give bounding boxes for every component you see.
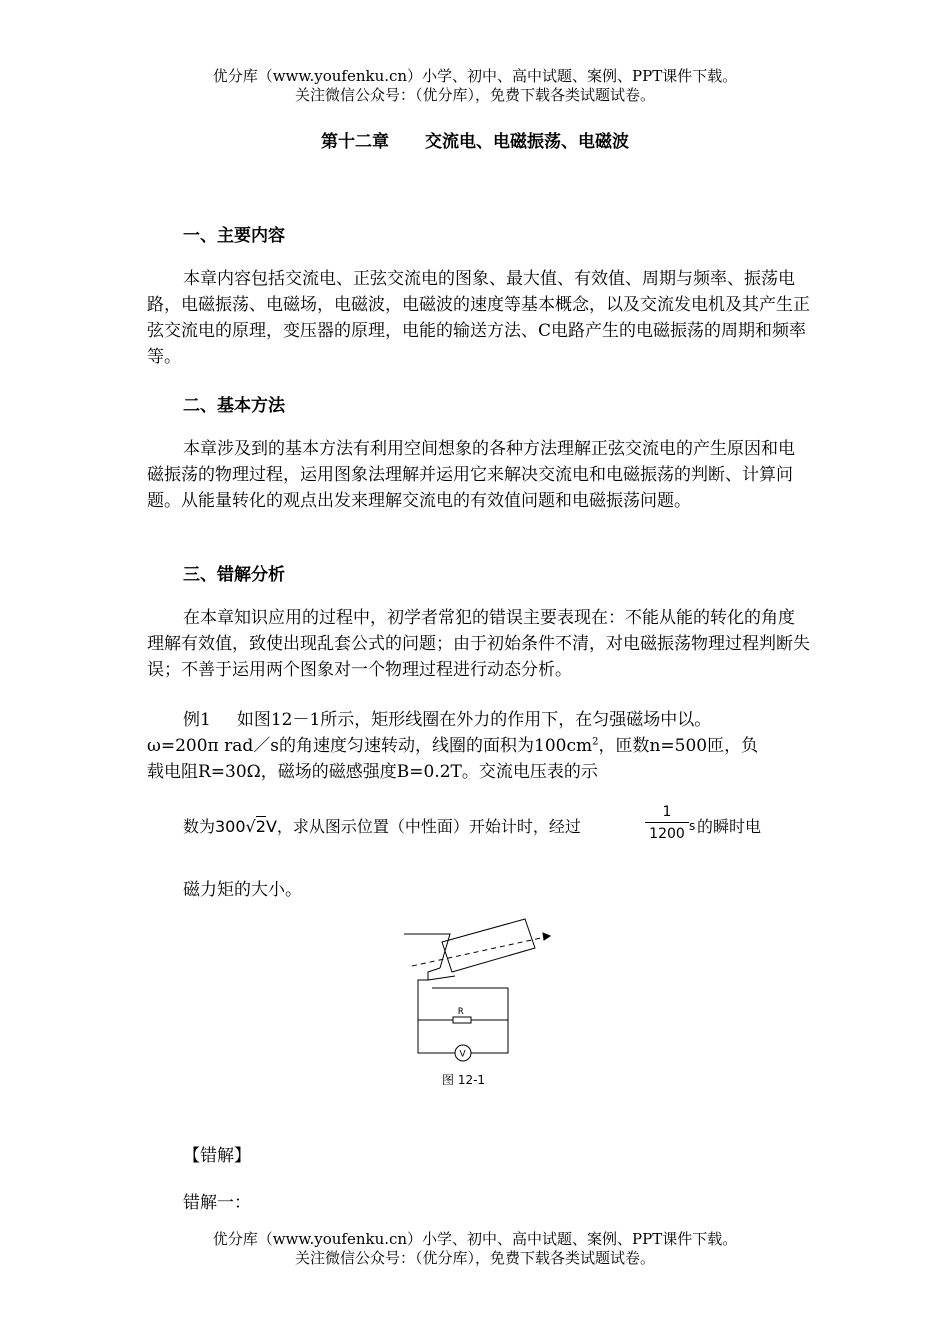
example-line-1 bbox=[183, 705, 711, 730]
header-line-2: 关注微信公众号：（优分库），免费下载各类试题试卷。 bbox=[294, 86, 655, 104]
footer-line-2: 关注微信公众号：（优分库），免费下载各类试题试卷。 bbox=[294, 1249, 655, 1267]
section-text-main-content: 本章内容包括交流电、正弦交流电的图象、最大值、有效值、周期与频率、振荡电路，电磁振荡、电磁场，电磁波，电磁波的速度等基本概念，以及交流发电机及其产生正弦交流电的原理，变压器的原理，电能的输送方法、C电路产生的电磁振荡的周期和频率等。 bbox=[147, 269, 810, 367]
axis-arrow bbox=[543, 933, 550, 940]
chapter-label: 第十二章 bbox=[321, 132, 389, 152]
header-line-1: 优分库（www.youfenku.cn）小学、初中、高中试题、案例、PPT课件下载。 bbox=[212, 67, 738, 85]
figure-caption: 图 12-1 bbox=[442, 1073, 486, 1087]
wrong-solution-one: 错解一： bbox=[183, 1193, 251, 1213]
formula-text-left bbox=[183, 814, 581, 837]
chapter-title bbox=[0, 127, 950, 152]
fraction-denominator: 1200 bbox=[649, 826, 685, 842]
example-line-2 bbox=[147, 731, 758, 756]
example-text-2b: ，匝数n=500匝，负 bbox=[598, 736, 759, 756]
example-label: 例1 bbox=[183, 710, 211, 730]
formula-line bbox=[183, 802, 803, 850]
section-text-error-analysis: 在本章知识应用的过程中，初学者常犯的错误主要表现在：不能从能的转化的角度理解有效值，致使出现乱套公式的问题；由于初始条件不清，对电磁振荡物理过程判断失误；不善于运用两个图象对一个物理过程进行动态分析。 bbox=[147, 608, 810, 680]
rectangular-coil bbox=[442, 919, 535, 972]
formula-text-c: 的瞬时电 bbox=[697, 817, 762, 836]
formula-text-a: 数为300 bbox=[183, 817, 246, 836]
resistor bbox=[453, 1017, 471, 1023]
section-heading-error-analysis: 三、错解分析 bbox=[183, 565, 285, 585]
rotation-axis bbox=[412, 936, 550, 966]
formula-unit: s bbox=[689, 819, 696, 833]
example-line-5: 磁力矩的大小。 bbox=[183, 880, 302, 900]
figure-12-1 bbox=[400, 918, 570, 1093]
example-line-3: 载电阻R=30Ω，磁场的磁感强度B=0.2T。交流电压表的示 bbox=[147, 762, 598, 782]
chapter-name: 交流电、电磁振荡、电磁波 bbox=[425, 132, 629, 152]
sqrt-sign: √2 bbox=[245, 817, 266, 836]
formula-text-b: V，求从图示位置（中性面）开始计时，经过 bbox=[265, 817, 581, 836]
example-superscript: 2 bbox=[592, 736, 599, 748]
resistor-label: R bbox=[458, 1007, 464, 1017]
wrong-solution-heading: 【错解】 bbox=[183, 1146, 251, 1166]
footer-line-1: 优分库（www.youfenku.cn）小学、初中、高中试题、案例、PPT课件下载。 bbox=[212, 1230, 738, 1248]
example-text-2a: ω=200π rad／s的角速度匀速转动，线圈的面积为100cm bbox=[147, 736, 593, 756]
section-heading-main-content: 一、主要内容 bbox=[183, 226, 285, 246]
coil-wire-left bbox=[404, 934, 450, 968]
voltmeter-label: V bbox=[459, 1049, 466, 1060]
sqrt-radicand: 2 bbox=[255, 817, 266, 836]
fraction-numerator: 1 bbox=[662, 804, 672, 820]
fraction bbox=[645, 802, 689, 843]
section-text-basic-methods: 本章涉及到的基本方法有利用空间想象的各种方法理解正弦交流电的产生原因和电磁振荡的物理过程，运用图象法理解并运用它来解决交流电和电磁振荡的判断、计算问题。从能量转化的观点出发来理解交流电的有效值问题和电磁振荡问题。 bbox=[147, 439, 795, 511]
example-text-1: 如图12－1所示，矩形线圈在外力的作用下，在匀强磁场中以。 bbox=[236, 710, 712, 730]
section-heading-basic-methods: 二、基本方法 bbox=[183, 396, 285, 416]
